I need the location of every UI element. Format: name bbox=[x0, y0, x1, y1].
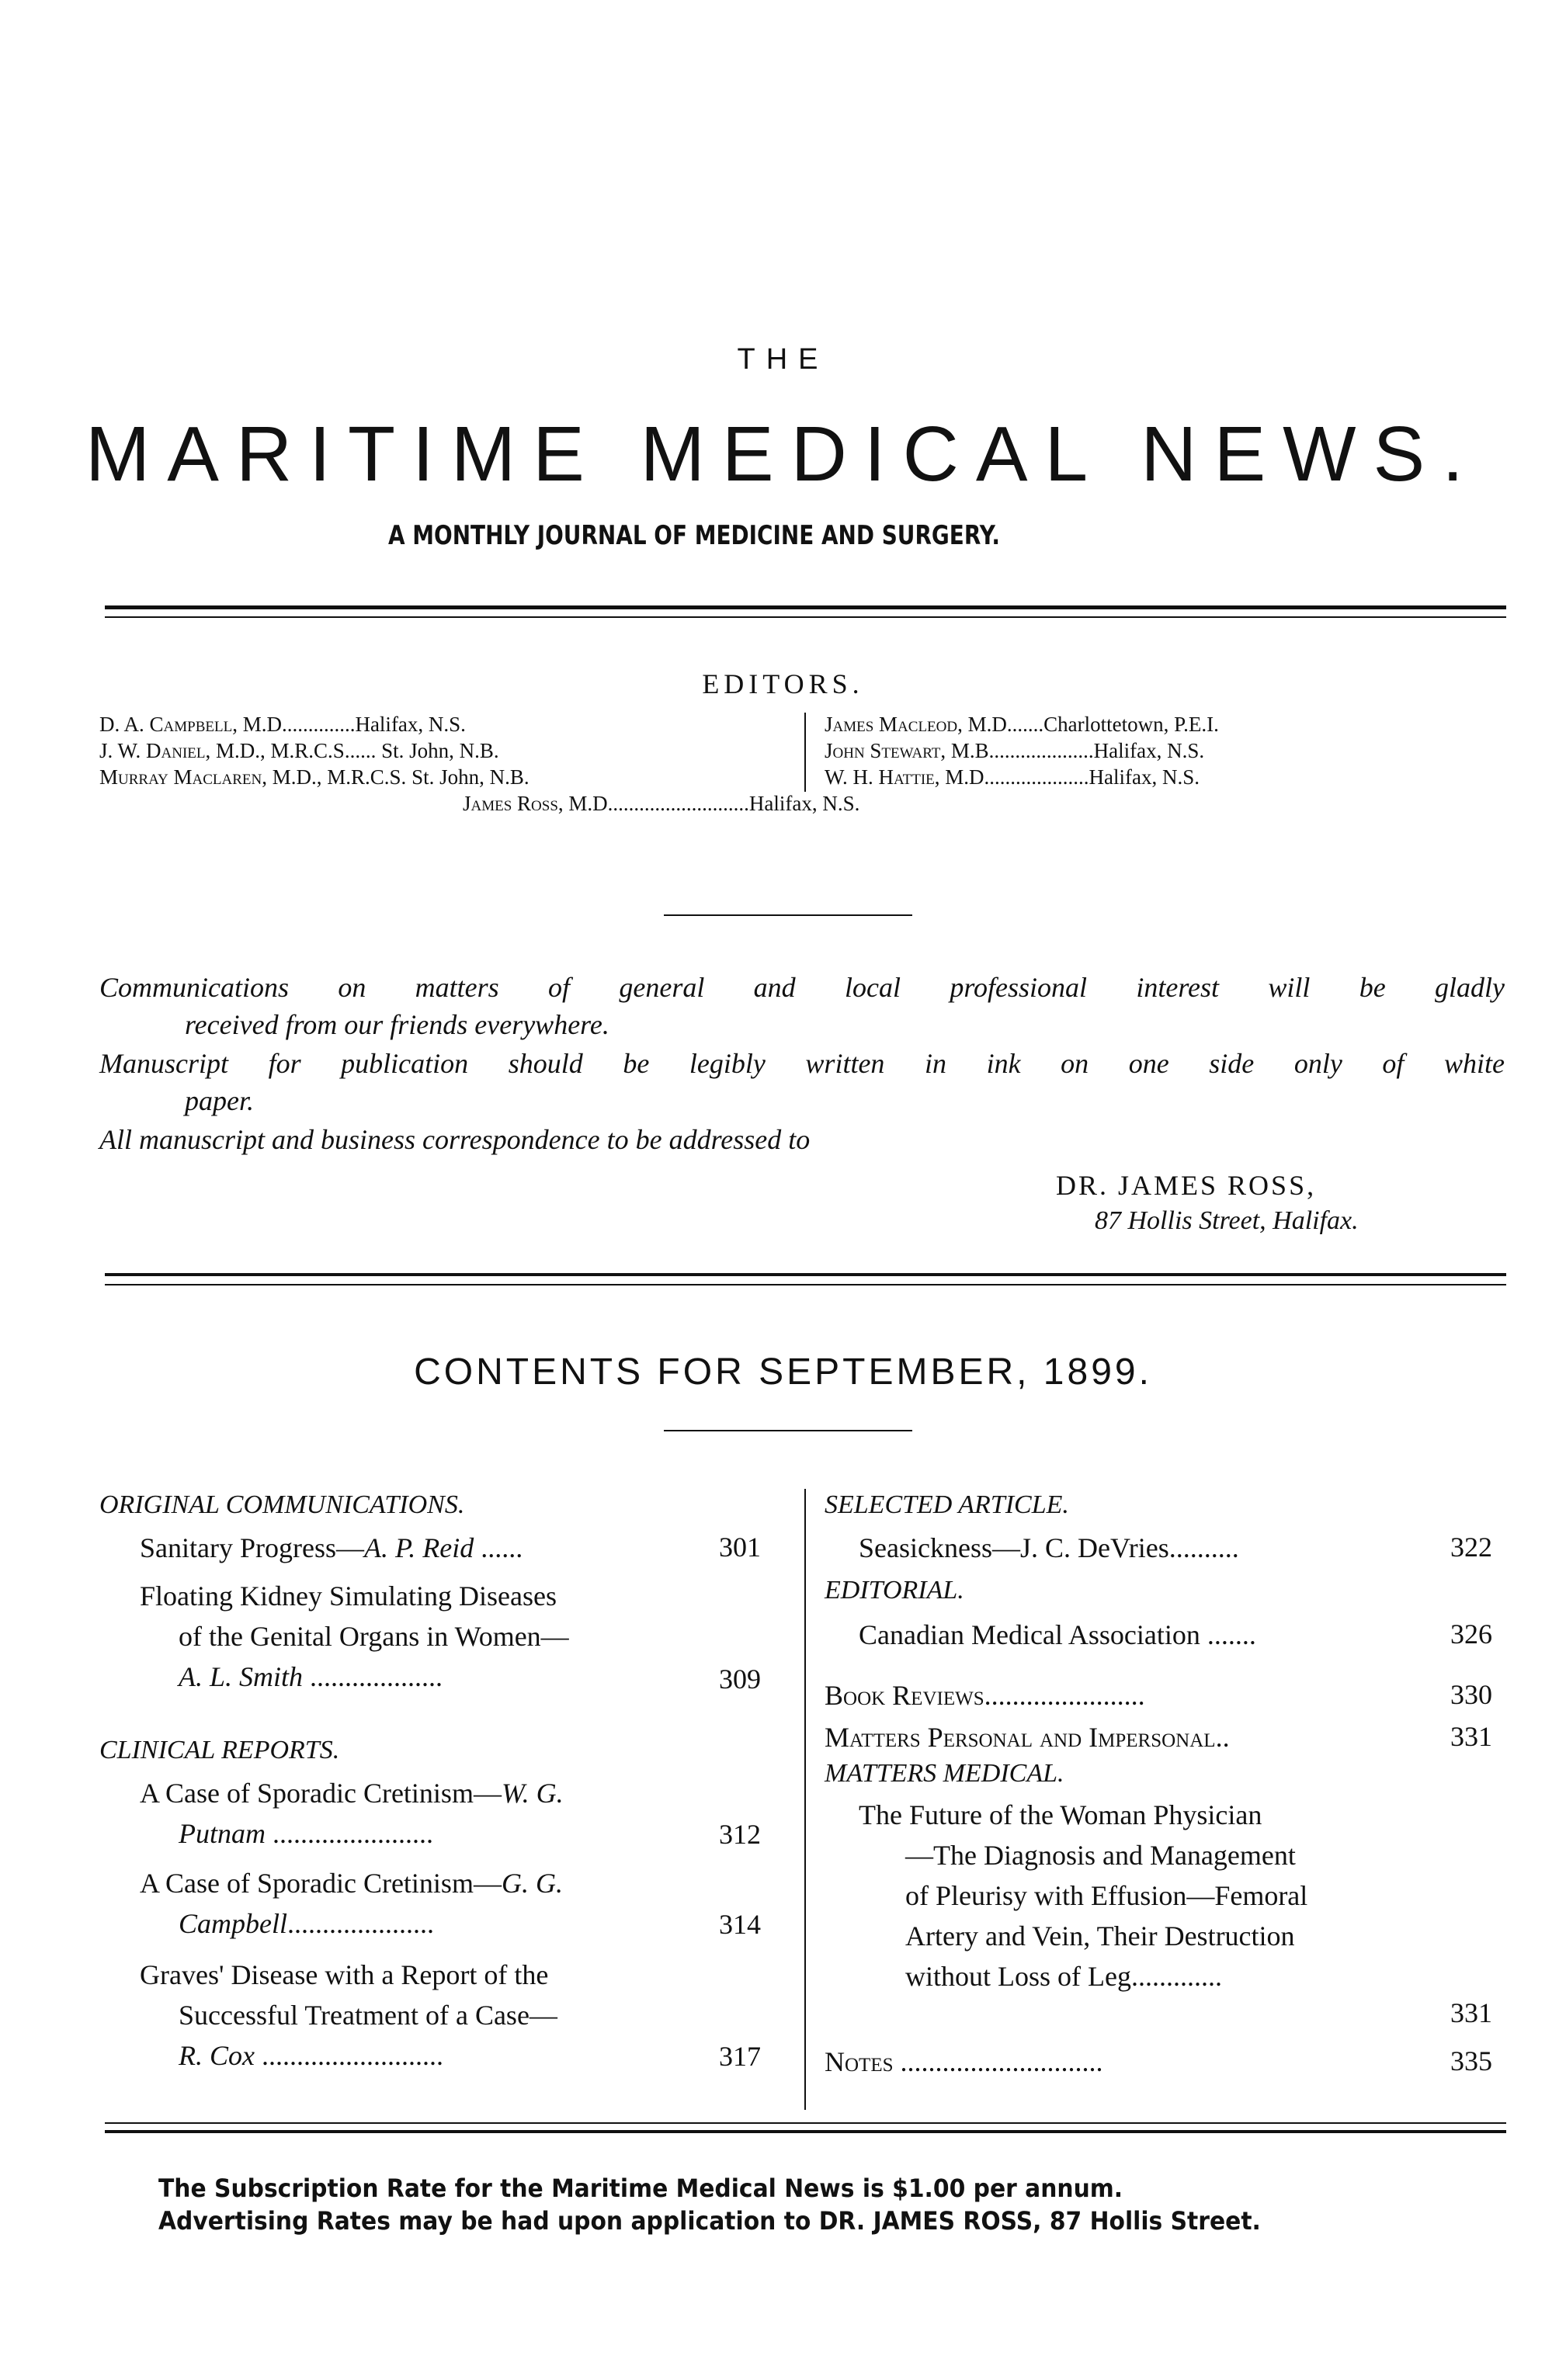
editor-right-1: James Macleod, M.D.......Charlottetown, P.E.I. bbox=[825, 713, 1219, 736]
contents-divider bbox=[804, 1489, 806, 2110]
toc-page: 330 bbox=[1450, 1679, 1492, 1710]
editor-name: John Stewart, M.B bbox=[825, 739, 989, 762]
editor-right-2: John Stewart, M.B....................Halifax, N.S. bbox=[825, 739, 1205, 762]
address-name: DR. JAMES ROSS, bbox=[1056, 1170, 1317, 1201]
notice-line: received from our friends everywhere. bbox=[185, 1009, 609, 1040]
toc-page: 322 bbox=[1450, 1532, 1492, 1563]
toc-page: 326 bbox=[1450, 1618, 1492, 1650]
editor-name: James Macleod, M.D bbox=[825, 713, 1007, 736]
masthead-rule-thin bbox=[105, 616, 1506, 618]
editor-place: Halifax, N.S. bbox=[748, 792, 860, 815]
editor-place: St. John, N.B. bbox=[381, 739, 499, 762]
editors-heading: EDITORS. bbox=[702, 668, 864, 699]
editors-divider bbox=[804, 713, 806, 792]
editor-place: Halifax, N.S. bbox=[1093, 739, 1205, 762]
editor-name: James Ross, M.D bbox=[463, 792, 608, 815]
section-editorial: EDITORIAL. bbox=[825, 1576, 964, 1605]
editor-left-3 bbox=[99, 765, 783, 789]
section-clinical: CLINICAL REPORTS. bbox=[99, 1736, 340, 1764]
journal-title: MARITIME MEDICAL NEWS. bbox=[85, 411, 1481, 498]
editor-bottom: James Ross, M.D...........................Halifax, N.S. bbox=[463, 792, 860, 815]
toc-entry-seasickness: Seasickness—J. C. DeVries.......... bbox=[859, 1532, 1239, 1563]
notice-line: paper. bbox=[185, 1085, 254, 1116]
notice-line: Manuscript for publication should be legibly written in ink on one side only of white bbox=[99, 1048, 1505, 1079]
notice-communications bbox=[99, 969, 1505, 1043]
notice-correspondence: All manuscript and business correspondence to be addressed to bbox=[99, 1124, 811, 1155]
editor-left-2: J. W. Daniel, M.D., M.R.C.S...... St. John, N.B. bbox=[99, 739, 499, 762]
notice-line: Communications on matters of general and local professional interest will be gladly bbox=[99, 972, 1505, 1003]
contents-rule-top bbox=[105, 1273, 1506, 1276]
editor-name: W. H. Hattie, M.D bbox=[825, 765, 984, 789]
contents-rule-thin bbox=[105, 1284, 1506, 1285]
toc-page: 301 bbox=[719, 1532, 761, 1563]
toc-entry-woman-physician: The Future of the Woman Physician —The Diagnosis and Management of Pleurisy with Effusion—Femoral Artery and Vein, Their Destruction without Loss of Leg............. bbox=[859, 1799, 1308, 1992]
section-original: ORIGINAL COMMUNICATIONS. bbox=[99, 1490, 465, 1519]
editor-name: Murray Maclaren, M.D., M.R.C.S. bbox=[99, 765, 407, 789]
toc-entry-cretinism-putnam: A Case of Sporadic Cretinism—W. G. Putnam ....................... bbox=[140, 1778, 564, 1849]
toc-page: 312 bbox=[719, 1819, 761, 1850]
editor-place: Halifax, N.S. bbox=[355, 713, 466, 736]
masthead-rule-thick bbox=[105, 605, 1506, 609]
toc-entry-sanitary: Sanitary Progress—A. P. Reid ...... bbox=[140, 1532, 523, 1563]
section-selected: SELECTED ARTICLE. bbox=[825, 1490, 1069, 1519]
toc-entry-book-reviews: Book Reviews....................... bbox=[825, 1680, 1145, 1711]
footer-advertising: Advertising Rates may be had upon application to DR. JAMES ROSS, 87 Hollis Street. bbox=[158, 2206, 1261, 2236]
section-matters-medical: MATTERS MEDICAL. bbox=[825, 1759, 1064, 1788]
toc-page: 309 bbox=[719, 1664, 761, 1695]
masthead-the: THE bbox=[737, 343, 829, 376]
address-street: 87 Hollis Street, Halifax. bbox=[1095, 1206, 1359, 1235]
toc-page: 317 bbox=[719, 2041, 761, 2072]
footer-rule-thick bbox=[105, 2130, 1506, 2133]
toc-entry-matters-personal: Matters Personal and Impersonal.. bbox=[825, 1722, 1230, 1753]
toc-entry-kidney: Floating Kidney Simulating Diseases of the Genital Organs in Women— A. L. Smith ................... bbox=[140, 1580, 569, 1692]
editors-short-rule bbox=[664, 914, 912, 916]
toc-page: 331 bbox=[1450, 1721, 1492, 1752]
editor-place: St. John, N.B. bbox=[411, 765, 530, 789]
notice-manuscript bbox=[99, 1045, 1505, 1119]
footer-subscription: The Subscription Rate for the Maritime Medical News is $1.00 per annum. bbox=[158, 2174, 1123, 2203]
toc-entry-cretinism-campbell: A Case of Sporadic Cretinism—G. G. Campbell..................... bbox=[140, 1868, 563, 1939]
editor-right-3: W. H. Hattie, M.D....................Halifax, N.S. bbox=[825, 765, 1200, 789]
journal-subtitle: A MONTHLY JOURNAL OF MEDICINE AND SURGERY. bbox=[388, 520, 1000, 551]
toc-page: 331 bbox=[1450, 1997, 1492, 2028]
editor-place: Charlottetown, P.E.I. bbox=[1043, 713, 1219, 736]
toc-entry-graves: Graves' Disease with a Report of the Successful Treatment of a Case— R. Cox .......................... bbox=[140, 1959, 557, 2071]
footer-rule-thin bbox=[105, 2122, 1506, 2124]
editor-name: J. W. Daniel, M.D., M.R.C.S bbox=[99, 739, 345, 762]
editor-name: D. A. Campbell, M.D bbox=[99, 713, 282, 736]
toc-entry-notes: Notes ............................. bbox=[825, 2046, 1103, 2077]
toc-page: 335 bbox=[1450, 2045, 1492, 2076]
editor-left-1: D. A. Campbell, M.D..............Halifax, N.S. bbox=[99, 713, 466, 736]
contents-short-rule bbox=[664, 1430, 912, 1431]
editor-place: Halifax, N.S. bbox=[1089, 765, 1200, 789]
toc-page: 314 bbox=[719, 1909, 761, 1940]
contents-title: CONTENTS FOR SEPTEMBER, 1899. bbox=[414, 1351, 1152, 1393]
toc-entry-cma: Canadian Medical Association ....... bbox=[859, 1619, 1256, 1650]
